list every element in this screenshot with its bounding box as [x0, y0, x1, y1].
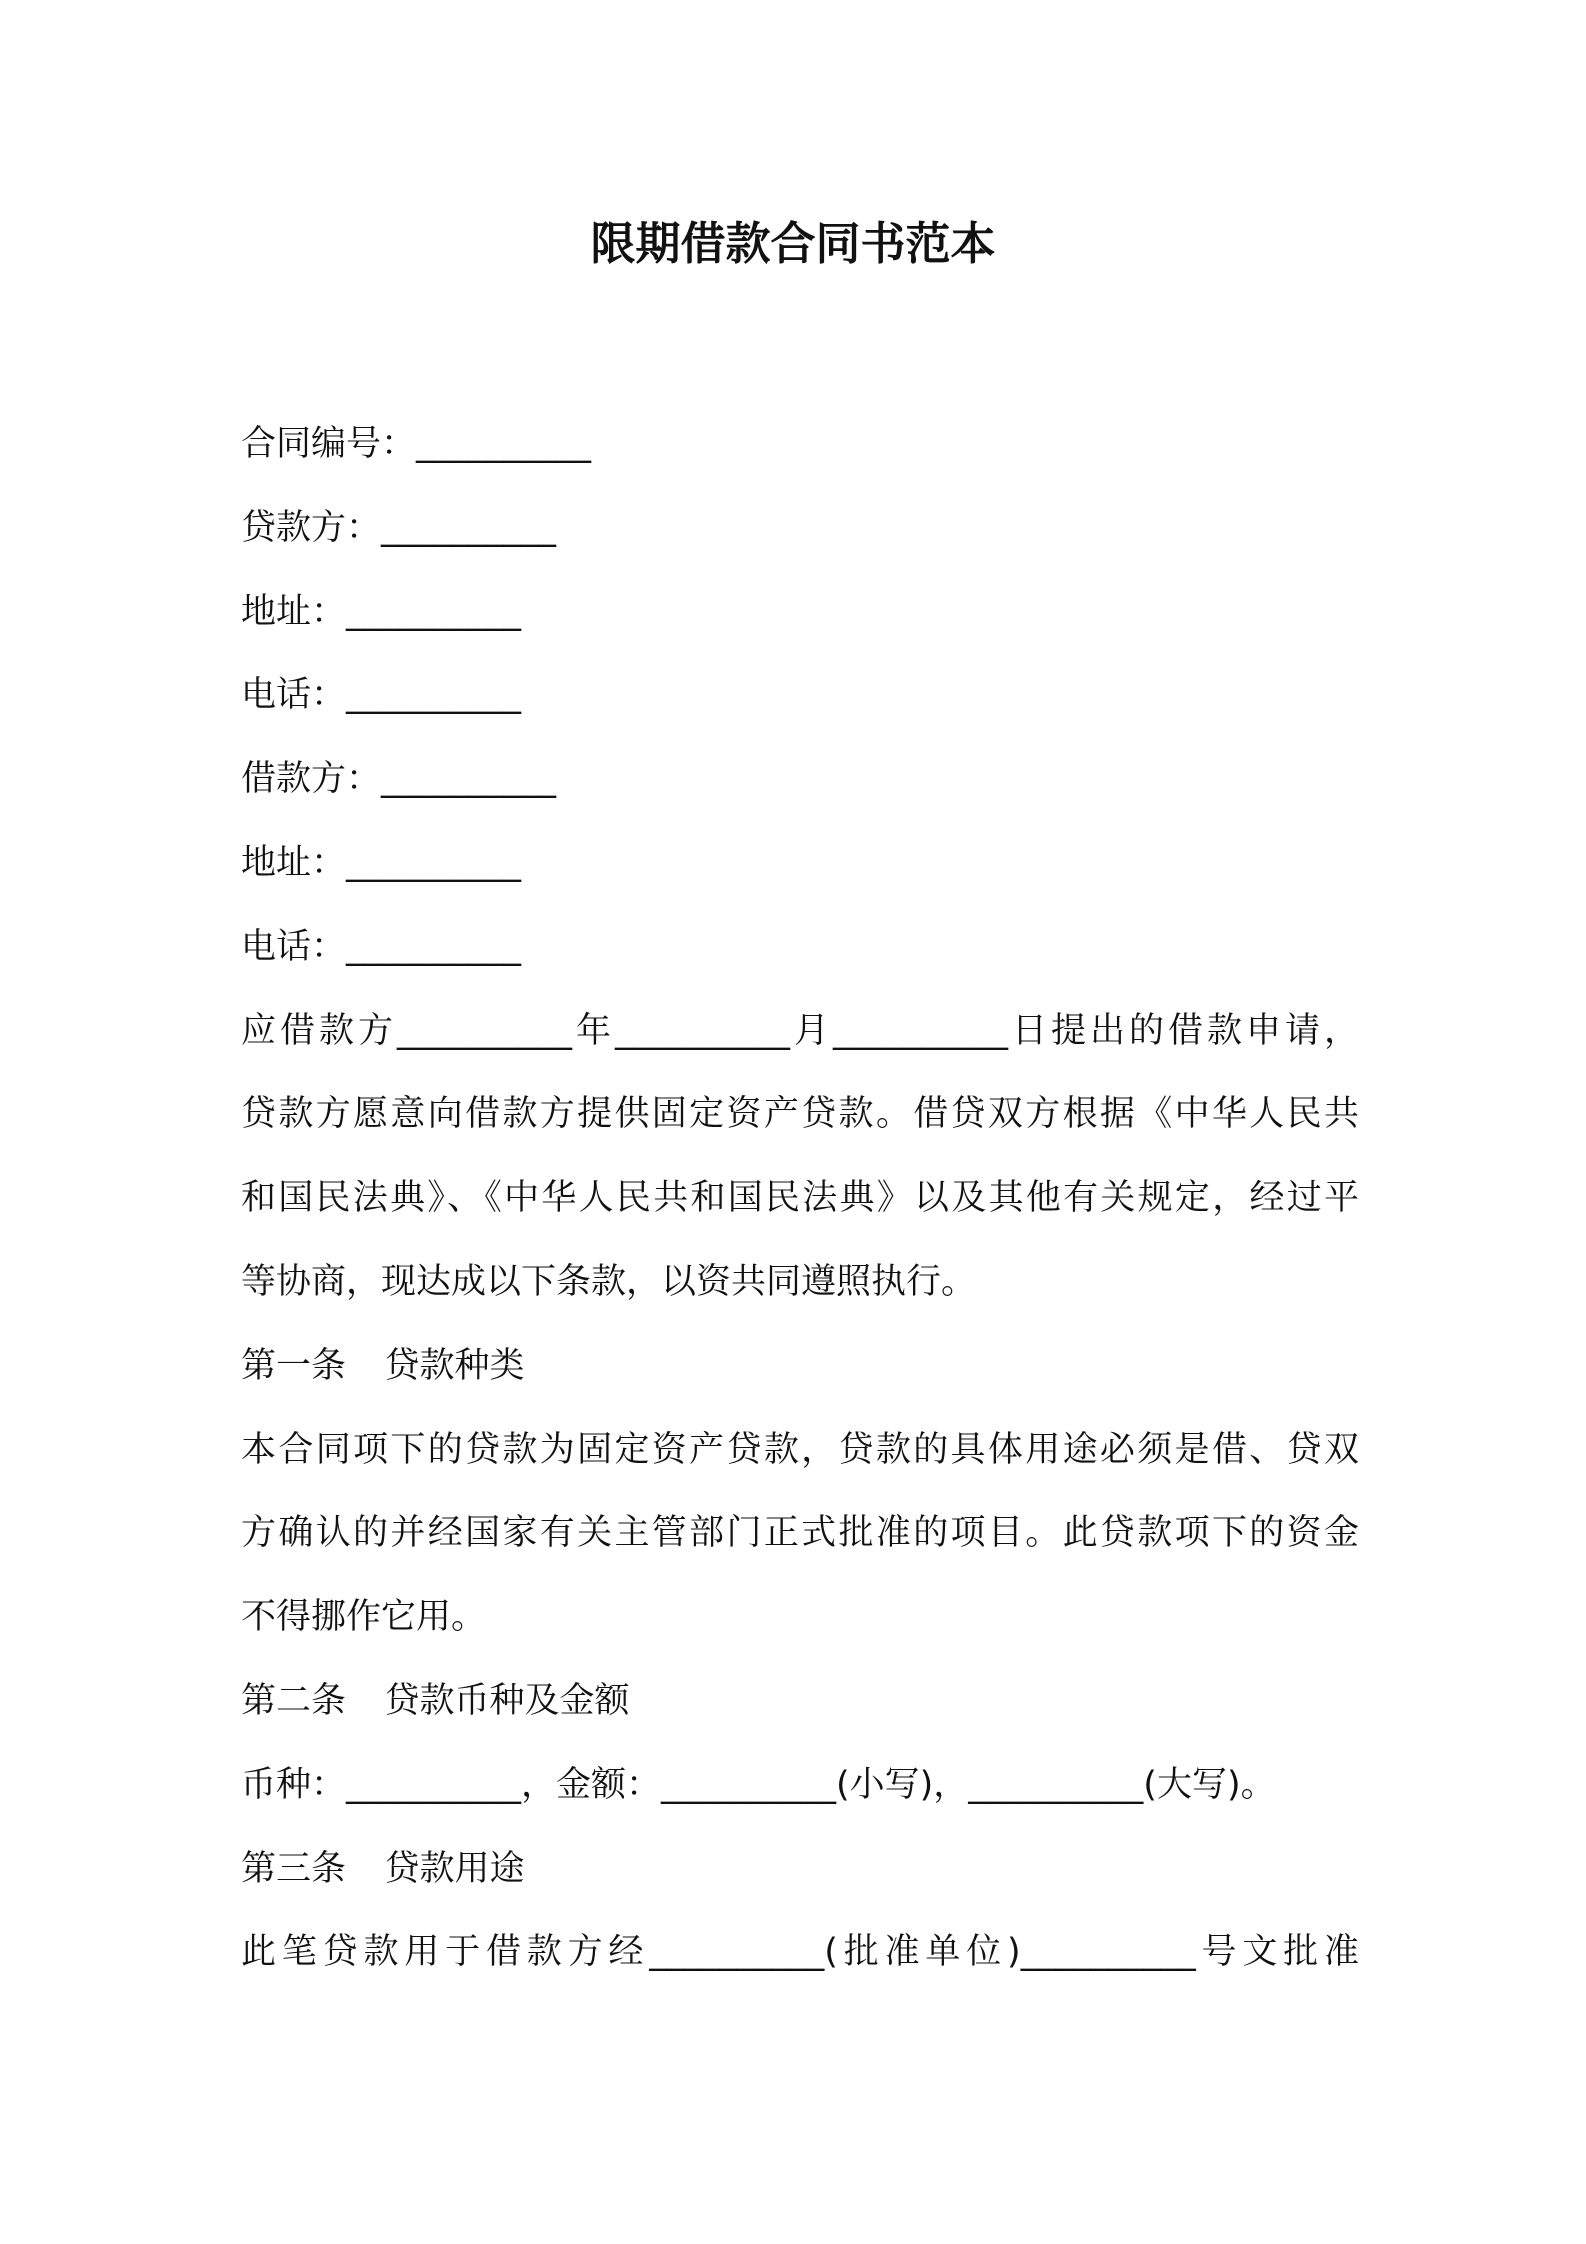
currency-amount-line: 币种：__________，金额：__________(小写)，__________(大写)。 — [241, 1764, 1276, 1805]
article-3-heading — [241, 1828, 1359, 1912]
article-1-text-line-1: 本合同项下的贷款为固定资产贷款，贷款的具体用途必须是借、贷双 — [241, 1429, 1359, 1470]
document-title: 限期借款合同书范本 — [590, 217, 996, 270]
article-3-number: 第三条 — [241, 1848, 347, 1889]
article-2-title: 贷款币种及金额 — [384, 1680, 630, 1721]
borrower-phone-line: 电话：__________ — [241, 926, 522, 967]
contract-number-line: 合同编号：__________ — [241, 424, 592, 464]
preamble-line-2: 贷款方愿意向借款方提供固定资产贷款。借贷双方根据《中华人民共 — [241, 1094, 1359, 1135]
preamble-line-1: 应借款方__________年__________月__________日提出的借款申请， — [241, 1010, 1359, 1051]
lender-line: 贷款方：__________ — [241, 507, 557, 548]
article-2-number: 第二条 — [241, 1680, 347, 1721]
preamble-line-3: 和国民法典》、《中华人民共和国民法典》以及其他有关规定，经过平 — [241, 1178, 1359, 1219]
article-1-text-line-3: 不得挪作它用。 — [241, 1597, 487, 1638]
borrower-address-line: 地址：__________ — [241, 842, 522, 883]
lender-phone-line: 电话：__________ — [241, 675, 522, 716]
preamble-line-4: 等协商，现达成以下条款，以资共同遵照执行。 — [241, 1261, 977, 1302]
article-1-heading — [241, 1325, 1359, 1409]
lender-address-line: 地址：__________ — [241, 591, 522, 632]
article-2-heading — [241, 1660, 1359, 1744]
article-1-text-line-2: 方确认的并经国家有关主管部门正式批准的项目。此贷款项下的资金 — [241, 1513, 1359, 1554]
borrower-line: 借款方：__________ — [241, 759, 557, 800]
article-1-number: 第一条 — [241, 1345, 347, 1386]
purpose-line: 此笔贷款用于借款方经__________(批准单位)__________号文批准 — [241, 1932, 1359, 1973]
document-body — [241, 403, 1359, 1995]
article-3-title: 贷款用途 — [384, 1848, 525, 1889]
article-1-title: 贷款种类 — [384, 1345, 525, 1386]
